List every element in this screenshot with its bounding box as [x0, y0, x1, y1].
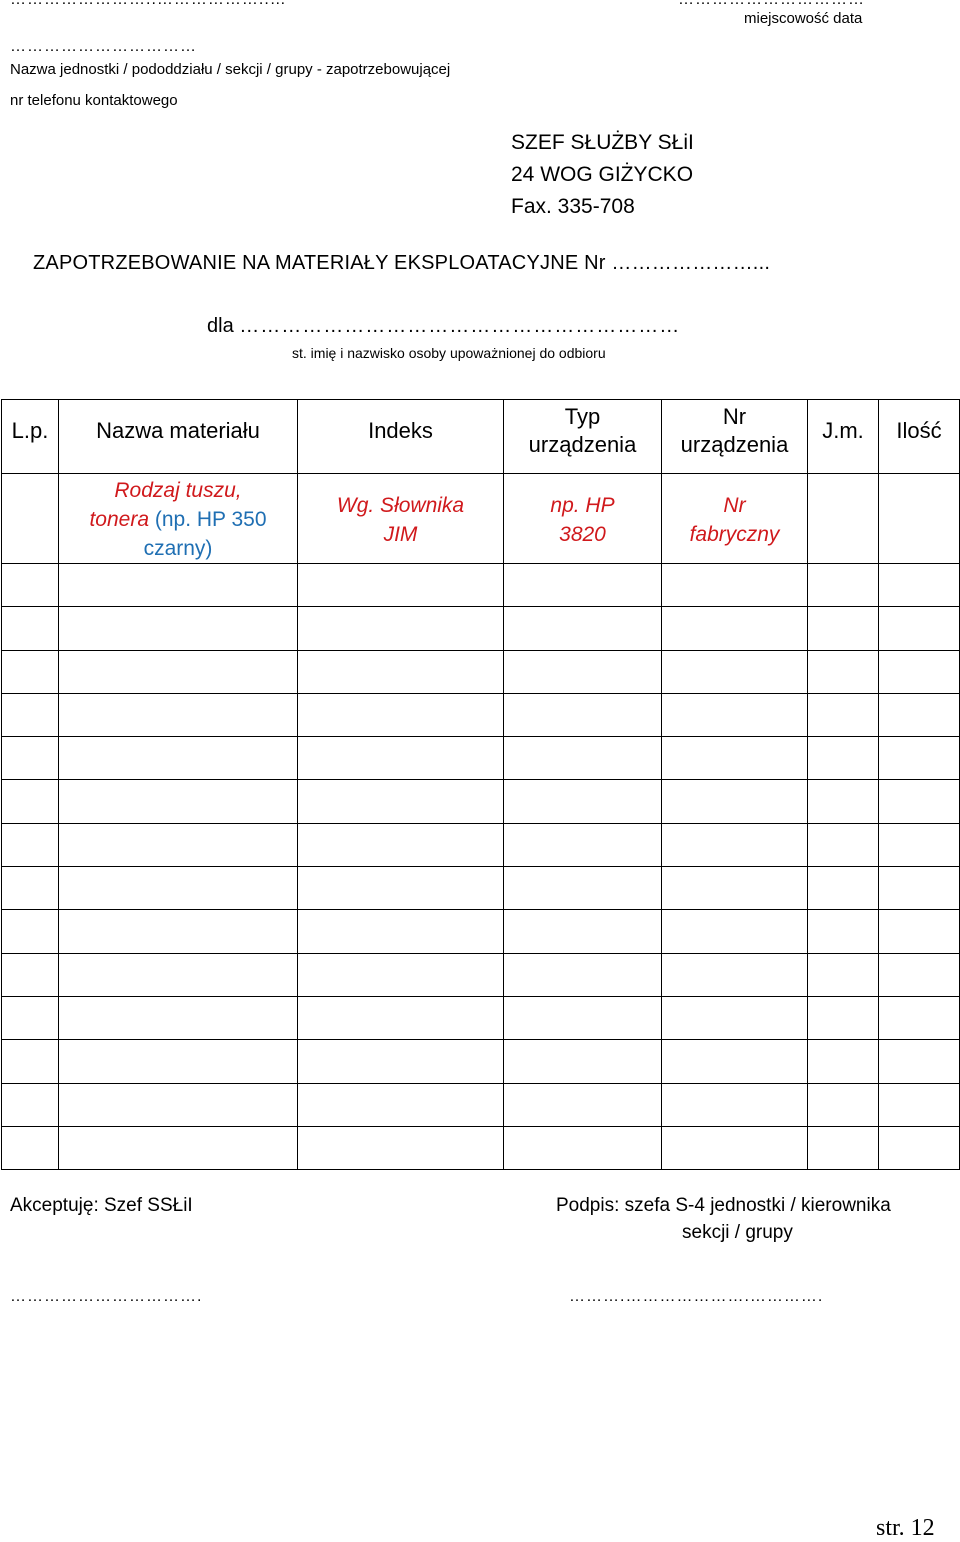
- cell-nr[interactable]: [662, 867, 808, 910]
- cell-name[interactable]: [59, 693, 298, 736]
- unit-dots: ……………………………: [10, 38, 197, 55]
- col-header-nr-l2: urządzenia: [680, 432, 789, 457]
- cell-name[interactable]: [59, 607, 298, 650]
- cell-nr[interactable]: [662, 780, 808, 823]
- table-row: [2, 953, 960, 996]
- cell-nr[interactable]: [662, 910, 808, 953]
- table-example-row: [2, 474, 960, 564]
- cell-jm[interactable]: [808, 1040, 879, 1083]
- col-header-type: [504, 400, 662, 474]
- col-header-type-l1: Typ: [564, 404, 601, 429]
- cell-index[interactable]: [298, 1040, 504, 1083]
- cell-lp[interactable]: [2, 953, 59, 996]
- example-name-l3: czarny): [143, 537, 213, 560]
- cell-index[interactable]: [298, 823, 504, 866]
- cell-name[interactable]: [59, 650, 298, 693]
- cell-jm[interactable]: [808, 564, 879, 607]
- cell-type[interactable]: [504, 650, 662, 693]
- cell-type[interactable]: [504, 693, 662, 736]
- form-title-text: ZAPOTRZEBOWANIE NA MATERIAŁY EKSPLOATACYJNE Nr: [33, 252, 606, 274]
- cell-index[interactable]: [298, 996, 504, 1039]
- place-date-dots: [678, 0, 865, 9]
- table-row: [2, 1040, 960, 1083]
- example-name-l2b: (np. HP 350: [154, 508, 267, 531]
- cell-lp[interactable]: [2, 1040, 59, 1083]
- sign-signature-dots: ……….………………….………….: [569, 1288, 824, 1305]
- cell-name[interactable]: [59, 780, 298, 823]
- table-row: [2, 607, 960, 650]
- cell-index[interactable]: [298, 953, 504, 996]
- cell-name[interactable]: [59, 953, 298, 996]
- cell-lp[interactable]: [2, 780, 59, 823]
- cell-type[interactable]: [504, 737, 662, 780]
- accept-signature-dots: …………………………….: [10, 1288, 203, 1305]
- cell-name[interactable]: [59, 1126, 298, 1169]
- col-header-index: Indeks: [298, 400, 504, 474]
- sign-label-l1: Podpis: szefa S-4 jednostki / kierownika: [556, 1195, 891, 1216]
- cell-index[interactable]: [298, 910, 504, 953]
- dla-label: dla: [207, 315, 234, 337]
- cell-type[interactable]: [504, 780, 662, 823]
- cell-qty[interactable]: [879, 607, 960, 650]
- example-index-l2: JIM: [383, 523, 418, 546]
- cell-jm[interactable]: [808, 737, 879, 780]
- table-row: [2, 650, 960, 693]
- dla-dots: ………………………………………………………: [239, 315, 681, 337]
- cell-name[interactable]: [59, 867, 298, 910]
- cell-type[interactable]: [504, 1126, 662, 1169]
- cell-index[interactable]: [298, 867, 504, 910]
- cell-nr[interactable]: [662, 1040, 808, 1083]
- cell-type[interactable]: [504, 823, 662, 866]
- table-row: [2, 823, 960, 866]
- cell-qty[interactable]: [879, 780, 960, 823]
- cell-name[interactable]: [59, 564, 298, 607]
- cell-jm[interactable]: [808, 1126, 879, 1169]
- col-header-nr-l1: Nr: [722, 404, 747, 429]
- cell-jm[interactable]: [808, 823, 879, 866]
- cell-name[interactable]: [59, 1083, 298, 1126]
- cell-lp[interactable]: [2, 996, 59, 1039]
- table-row: [2, 564, 960, 607]
- cell-index[interactable]: [298, 650, 504, 693]
- table-row: [2, 1126, 960, 1169]
- cell-nr[interactable]: [662, 693, 808, 736]
- place-date-label: miejscowość data: [744, 10, 863, 27]
- example-jm: [808, 474, 879, 564]
- cell-nr[interactable]: [662, 1083, 808, 1126]
- cell-index[interactable]: [298, 737, 504, 780]
- cell-lp[interactable]: [2, 693, 59, 736]
- example-index-l1: Wg. Słownika: [336, 494, 465, 517]
- cell-name[interactable]: [59, 823, 298, 866]
- cell-nr[interactable]: [662, 953, 808, 996]
- example-lp: [2, 474, 59, 564]
- cell-lp[interactable]: [2, 737, 59, 780]
- accept-label: Akceptuję: Szef SSŁiI: [10, 1195, 193, 1216]
- cell-type[interactable]: [504, 564, 662, 607]
- empty-rows: [2, 564, 960, 1170]
- cell-index[interactable]: [298, 1126, 504, 1169]
- cell-type[interactable]: [504, 996, 662, 1039]
- form-title: [33, 252, 770, 275]
- cell-type[interactable]: [504, 910, 662, 953]
- recipient-line-3: Fax. 335-708: [511, 195, 635, 218]
- cell-nr[interactable]: [662, 1126, 808, 1169]
- cell-name[interactable]: [59, 996, 298, 1039]
- table-row: [2, 780, 960, 823]
- table-row: [2, 996, 960, 1039]
- cell-nr[interactable]: [662, 823, 808, 866]
- table-row: [2, 693, 960, 736]
- top-left-dots: [10, 0, 287, 9]
- cell-type[interactable]: [504, 867, 662, 910]
- dla-sublabel: st. imię i nazwisko osoby upoważnionej do odbioru: [292, 345, 606, 361]
- cell-lp[interactable]: [2, 607, 59, 650]
- cell-qty[interactable]: [879, 1083, 960, 1126]
- cell-type[interactable]: [504, 1083, 662, 1126]
- cell-lp[interactable]: [2, 910, 59, 953]
- cell-name[interactable]: [59, 910, 298, 953]
- col-header-name: Nazwa materiału: [59, 400, 298, 474]
- example-name-l1: Rodzaj tuszu,: [114, 479, 242, 502]
- cell-nr[interactable]: [662, 607, 808, 650]
- example-nr-l2: fabryczny: [689, 523, 780, 546]
- cell-nr[interactable]: [662, 650, 808, 693]
- table-row: [2, 910, 960, 953]
- cell-type[interactable]: [504, 953, 662, 996]
- dla-line: [207, 315, 680, 338]
- example-name-l2: [59, 505, 297, 534]
- table-row: [2, 867, 960, 910]
- cell-jm[interactable]: [808, 953, 879, 996]
- cell-index[interactable]: [298, 780, 504, 823]
- cell-jm[interactable]: [808, 910, 879, 953]
- cell-qty[interactable]: [879, 564, 960, 607]
- cell-name[interactable]: [59, 1040, 298, 1083]
- cell-lp[interactable]: [2, 650, 59, 693]
- cell-qty[interactable]: [879, 1126, 960, 1169]
- cell-nr[interactable]: [662, 737, 808, 780]
- materials-table: [1, 399, 960, 1170]
- cell-index[interactable]: [298, 607, 504, 650]
- cell-lp[interactable]: [2, 823, 59, 866]
- cell-jm[interactable]: [808, 867, 879, 910]
- cell-nr[interactable]: [662, 564, 808, 607]
- example-type: [504, 474, 662, 564]
- cell-qty[interactable]: [879, 953, 960, 996]
- table-row: [2, 1083, 960, 1126]
- cell-qty[interactable]: [879, 867, 960, 910]
- col-header-type-l2: urządzenia: [528, 432, 637, 457]
- form-number-dots: …………………...: [611, 252, 771, 274]
- cell-name[interactable]: [59, 737, 298, 780]
- table-row: [2, 737, 960, 780]
- example-name-l2a: tonera: [89, 508, 149, 531]
- cell-type[interactable]: [504, 1040, 662, 1083]
- cell-jm[interactable]: [808, 780, 879, 823]
- sign-label-l2: sekcji / grupy: [682, 1222, 793, 1243]
- example-type-l2: 3820: [559, 523, 606, 546]
- cell-qty[interactable]: [879, 650, 960, 693]
- cell-qty[interactable]: [879, 823, 960, 866]
- example-nr: [662, 474, 808, 564]
- recipient-line-1: SZEF SŁUŻBY SŁiI: [511, 131, 694, 154]
- unit-label: Nazwa jednostki / pododdziału / sekcji / grupy - zapotrzebowującej: [10, 61, 451, 78]
- cell-lp[interactable]: [2, 1083, 59, 1126]
- cell-type[interactable]: [504, 607, 662, 650]
- page-number: str. 12: [876, 1515, 935, 1541]
- table-header-row: [2, 400, 960, 474]
- cell-qty[interactable]: [879, 996, 960, 1039]
- col-header-lp: L.p.: [2, 400, 59, 474]
- cell-lp[interactable]: [2, 564, 59, 607]
- col-header-nr: [662, 400, 808, 474]
- phone-label: nr telefonu kontaktowego: [10, 92, 178, 109]
- cell-jm[interactable]: [808, 996, 879, 1039]
- example-nr-l1: Nr: [723, 494, 746, 517]
- example-index: [298, 474, 504, 564]
- cell-index[interactable]: [298, 693, 504, 736]
- cell-lp[interactable]: [2, 1126, 59, 1169]
- cell-jm[interactable]: [808, 650, 879, 693]
- cell-qty[interactable]: [879, 910, 960, 953]
- cell-qty[interactable]: [879, 693, 960, 736]
- cell-index[interactable]: [298, 1083, 504, 1126]
- cell-nr[interactable]: [662, 996, 808, 1039]
- example-qty: [879, 474, 960, 564]
- cell-jm[interactable]: [808, 693, 879, 736]
- cell-qty[interactable]: [879, 737, 960, 780]
- recipient-line-2: 24 WOG GIŻYCKO: [511, 163, 694, 186]
- col-header-jm: J.m.: [808, 400, 879, 474]
- example-name: [59, 474, 298, 564]
- cell-jm[interactable]: [808, 1083, 879, 1126]
- example-type-l1: np. HP: [550, 494, 615, 517]
- col-header-qty: Ilość: [879, 400, 960, 474]
- cell-lp[interactable]: [2, 867, 59, 910]
- cell-qty[interactable]: [879, 1040, 960, 1083]
- cell-index[interactable]: [298, 564, 504, 607]
- cell-jm[interactable]: [808, 607, 879, 650]
